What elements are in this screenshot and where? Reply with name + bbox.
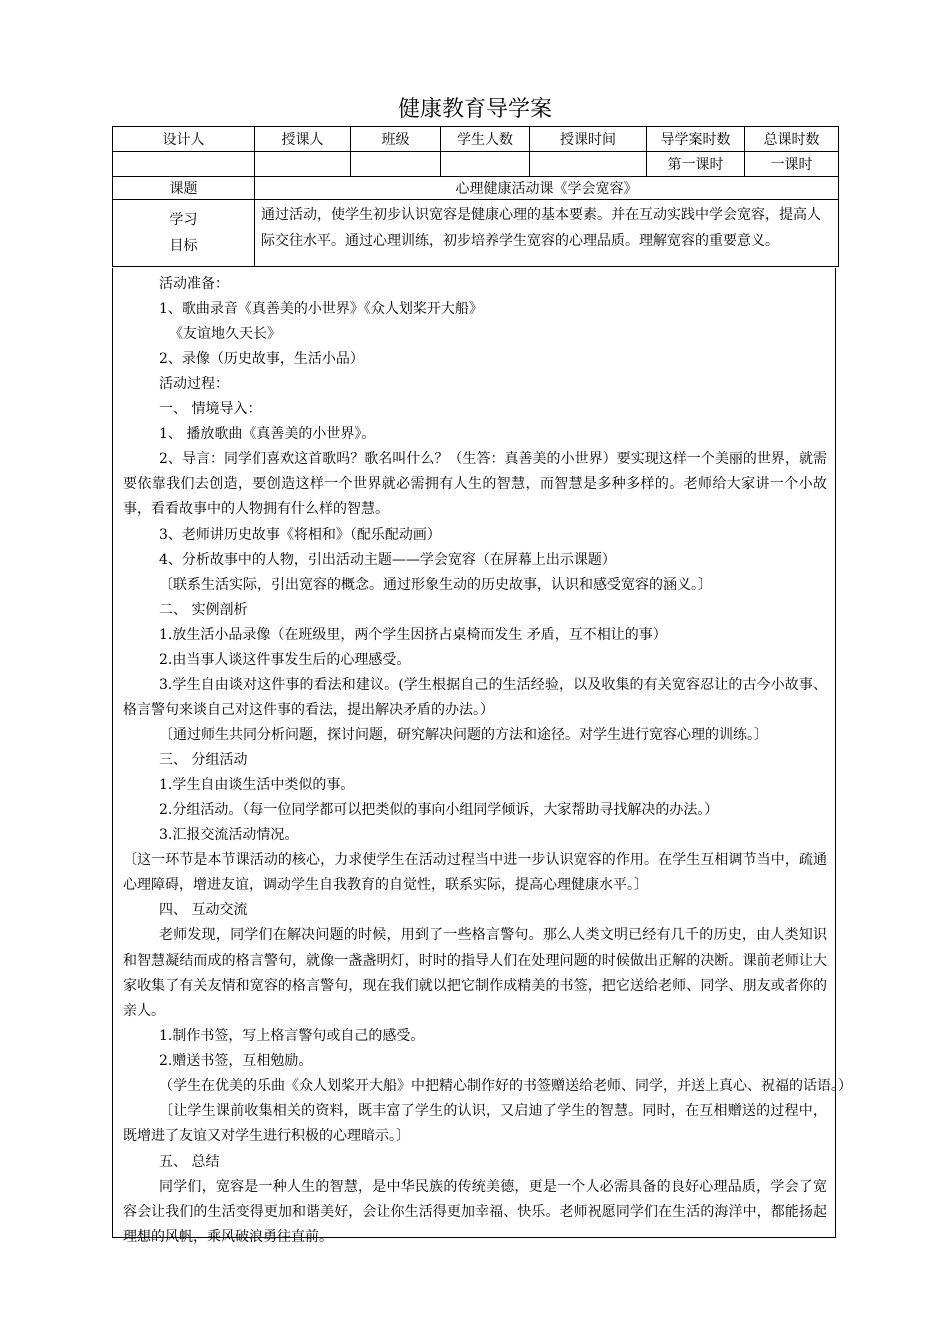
total-hours-cell: 一课时: [745, 152, 839, 177]
content-paragraph: 老师发现，同学们在解决问题的时候，用到了一些格言警句。那么人类文明已经有几千的历史，由人类知识和智慧凝结而成的格言警句，就像一盏盏明灯，时时的指导人们在处理问题的时候做出正解的决断。课前老师让大家收集了有关友情和宽容的格言警句，现在我们就以把它制作成精美的书签，把它送给老师、同学、朋友或者你的亲人。: [123, 927, 827, 1020]
lesson-content: [112, 268, 852, 1246]
content-paragraph: 2、导言：同学们喜欢这首歌吗？歌名叫什么？（生答：真善美的小世界）要实现这样一个美丽的世界，就需要依靠我们去创造，要创造这样一个世界就必需拥有人生的智慧，而智慧是多种多样的。老师给大家讲一个小故事，看看故事中的人物拥有什么样的智慧。: [123, 451, 827, 518]
lesson-header-table: [112, 126, 839, 267]
content-line: 2.由当事人谈这件事发生后的心理感受。: [159, 651, 411, 668]
content-note: 〔联系生活实际，引出宽容的概念。通过形象生动的历史故事，认识和感受宽容的涵义。〕: [159, 576, 712, 593]
content-line: 活动准备：: [159, 276, 229, 292]
teacher-header: 授课人: [255, 127, 351, 152]
goal-label-line-1: 学习: [169, 212, 198, 228]
section-heading: 二、 实例剖析: [159, 601, 248, 618]
content-line: （学生在优美的乐曲《众人划桨开大船》中把精心制作好的书签赠送给老师、同学，并送上真心、祝福的话语。）: [159, 1078, 852, 1095]
content-line: 1.制作书签，写上格言警句或自己的感受。: [159, 1028, 425, 1045]
content-note: 〔通过师生共同分析问题，探讨问题，研究解决问题的方法和途径。对学生进行宽容心理的训练。〕: [159, 727, 768, 744]
topic-label: 课题: [113, 177, 255, 200]
content-paragraph: 3.学生自由谈对这件事的看法和建议。(学生根据自己的生活经验，以及收集的有关宽容忍让的古今小故事、格言警句来谈自己对这件事的看法，提出解决矛盾的办法。）: [123, 676, 827, 718]
students-cell: [441, 152, 530, 177]
content-line: 3.汇报交流活动情况。: [159, 827, 299, 844]
content-note: 〔这一环节是本节课活动的核心，力求使学生在活动过程当中进一步认识宽容的作用。在学生互相调节当中，疏通心理障碍，增进友谊，调动学生自我教育的自觉性，联系实际，提高心理健康水平。〕: [123, 852, 827, 894]
designer-cell: [113, 152, 255, 177]
class-header: 班级: [351, 127, 441, 152]
content-line: 2.分组活动。（每一位同学都可以把类似的事向小组同学倾诉，大家帮助寻找解决的办法。）: [159, 802, 719, 819]
content-line: 1、 播放歌曲《真善美的小世界》。: [159, 426, 376, 442]
content-line: 《友谊地久天长》: [169, 326, 281, 342]
content-line: 1.放生活小品录像（在班级里，两个学生因挤占桌椅而发生 矛盾，互不相让的事）: [159, 626, 667, 643]
goal-text: 通过活动，使学生初步认识宽容是健康心理的基本要素。并在互动实践中学会宽容，提高人际交往水平。通过心理训练，初步培养学生宽容的心理品质。理解宽容的重要意义。: [255, 200, 839, 267]
content-line: 3、老师讲历史故事《将相和》（配乐配动画）: [159, 526, 441, 543]
topic-value: 心理健康活动课《学会宽容》: [255, 177, 839, 200]
section-heading: 三、 分组活动: [159, 752, 248, 769]
total-hours-header: 总课时数: [745, 127, 839, 152]
content-line: 1.学生自由谈生活中类似的事。: [159, 777, 355, 794]
goal-label: [113, 200, 255, 267]
designer-header: 设计人: [113, 127, 255, 152]
teacher-cell: [255, 152, 351, 177]
content-line: 2、录像（历史故事，生活小品）: [159, 351, 364, 367]
content-paragraph: 同学们，宽容是一种人生的智慧，是中华民族的传统美德，更是一个人必需具备的良好心理品质，学会了宽容会让我们的生活变得更加和谐美好，会让你生活得更加幸福、快乐。老师祝愿同学们在生活的海洋中，都能扬起理想的风帆，乘风破浪勇往直前。: [123, 1178, 827, 1246]
class-cell: [351, 152, 441, 177]
plan-hours-cell: 第一课时: [647, 152, 745, 177]
goal-label-line-2: 目标: [169, 238, 198, 254]
content-line: 1、歌曲录音《真善美的小世界》《众人划桨开大船》: [159, 301, 483, 317]
content-note: 〔让学生课前收集相关的资料，既丰富了学生的认识，又启迪了学生的智慧。同时，在互相赠送的过程中，既增进了友谊又对学生进行积极的心理暗示。〕: [123, 1103, 827, 1145]
time-cell: [530, 152, 647, 177]
plan-hours-header: 导学案时数: [647, 127, 745, 152]
content-line: 4、分析故事中的人物，引出活动主题——学会宽容（在屏幕上出示课题）: [159, 551, 616, 568]
section-heading: 五、 总结: [159, 1153, 220, 1170]
section-heading: 四、 互动交流: [159, 902, 248, 919]
time-header: 授课时间: [530, 127, 647, 152]
content-line: 2.赠送书签，互相勉励。: [159, 1053, 313, 1070]
section-heading: 一、 情境导入：: [159, 401, 262, 417]
students-header: 学生人数: [441, 127, 530, 152]
content-line: 活动过程：: [159, 376, 229, 392]
page-title: 健康教育导学案: [397, 97, 552, 122]
